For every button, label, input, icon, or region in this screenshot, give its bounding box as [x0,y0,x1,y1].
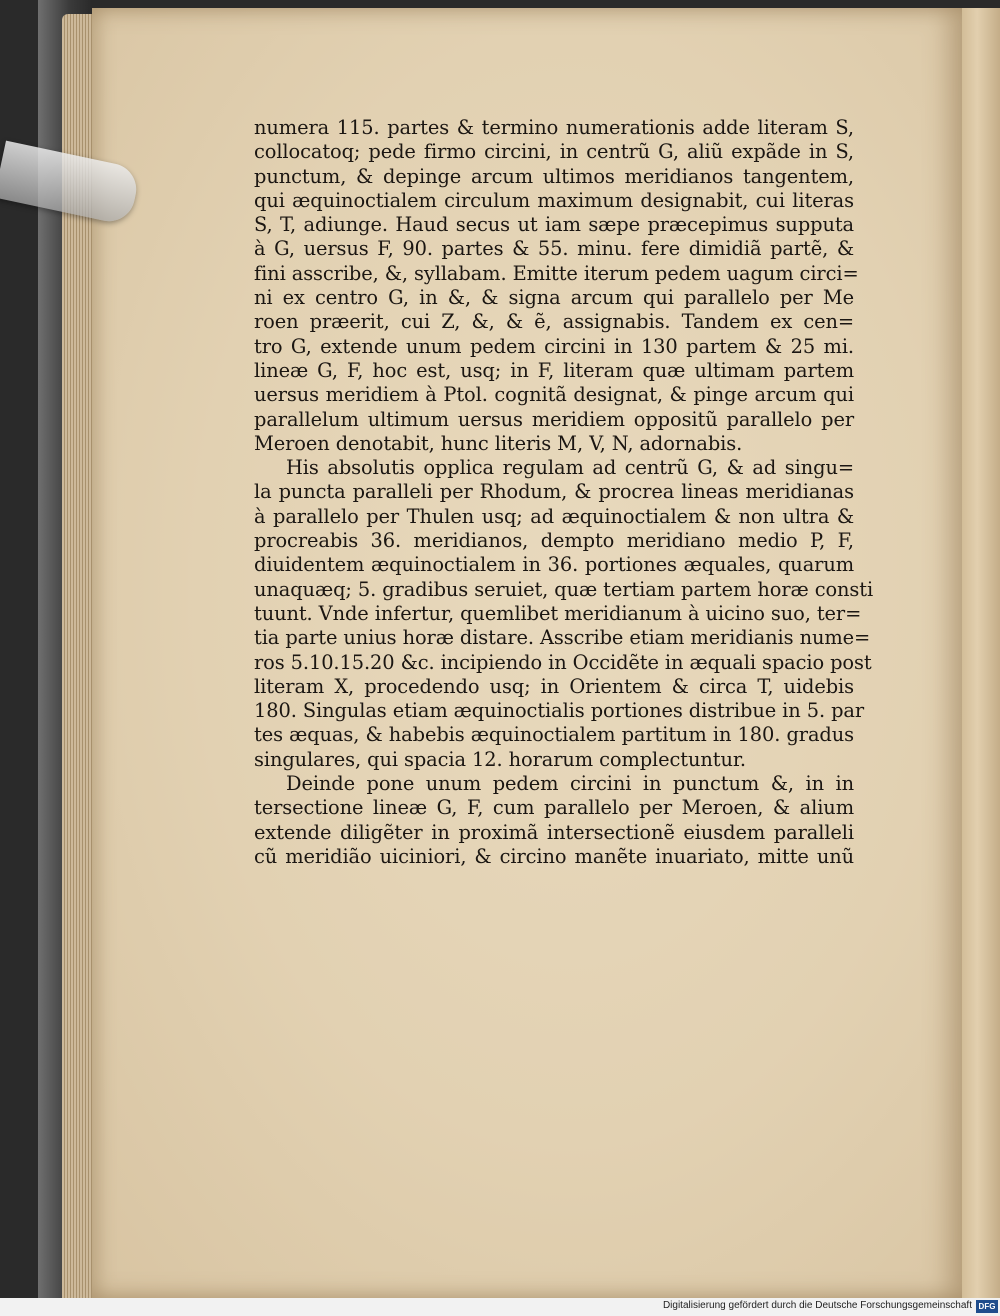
text-line: ros 5.10.15.20 &c. incipiendo in Occidẽte in æquali spacio post [254,650,872,674]
text-line: à parallelo per Thulen usq; ad æquinoctialem & non ultra & [254,504,854,528]
text-line: la puncta paralleli per Rhodum, & procrea lineas meridianas [254,480,854,504]
text-line: His absolutis opplica regulam ad centrũ G, & ad singu= [286,456,854,480]
text-line: ni ex centro G, in &, & signa arcum qui parallelo per Me [254,286,854,310]
text-line: tersectione lineæ G, F, cum parallelo per Meroen, & alium [254,796,854,820]
text-line: Deinde pone unum pedem circini in punctum &, in in [286,772,854,796]
dfg-logo: DFG [976,1300,998,1313]
text-line: tes æquas, & habebis æquinoctialem partitum in 180. gradus [254,723,854,747]
text-line: à G, uersus F, 90. partes & 55. minu. fere dimidiã partẽ, & [254,237,854,261]
page-text [254,116,874,869]
text-line: Meroen denotabit, hunc literis M, V, N, adornabis. [254,431,743,455]
text-line: punctum, & depinge arcum ultimos meridianos tangentem, [254,164,854,188]
text-line: uersus meridiem à Ptol. cognitã designat, & pinge arcum qui [254,383,854,407]
text-line: singulares, qui spacia 12. horarum complectuntur. [254,747,746,771]
text-line: tia parte unius horæ distare. Asscribe etiam meridianis nume= [254,626,871,650]
text-line: fini asscribe, &, syllabam. Emitte iterum pedem uagum circi= [254,261,859,285]
text-line: qui æquinoctialem circulum maximum designabit, cui literas [254,188,854,212]
text-line: roen præerit, cui Z, &, & ẽ, assignabis. Tandem ex cen= [254,310,854,334]
text-line: cũ meridião uiciniori, & circino manẽte inuariato, mitte unũ [254,844,854,868]
right-page-edge [962,8,1000,1298]
text-line: tro G, extende unum pedem circini in 130 partem & 25 mi. [254,334,854,358]
text-line: 180. Singulas etiam æquinoctialis portiones distribue in 5. par [254,699,865,723]
text-line: tuunt. Vnde infertur, quemlibet meridianum à uicino suo, ter= [254,601,862,625]
text-line: collocatoq; pede firmo circini, in centrũ G, aliũ expãde in S, [254,140,854,164]
text-line: lineæ G, F, hoc est, usq; in F, literam quæ ultimam partem [254,358,854,382]
text-line: extende diligẽter in proximã intersectionẽ eiusdem paralleli [254,820,854,844]
text-line: unaquæq; 5. gradibus seruiet, quæ tertiam partem horæ consti [254,577,874,601]
digitization-credit: Digitalisierung gefördert durch die Deutsche Forschungsgemeinschaft [662,1300,972,1311]
text-line: numera 115. partes & termino numerationis adde literam S, [254,116,854,139]
text-line: diuidentem æquinoctialem in 36. portiones æquales, quarum [254,553,854,577]
text-line: S, T, adiunge. Haud secus ut iam sæpe præcepimus supputa [254,213,854,237]
text-line: procreabis 36. meridianos, dempto meridiano medio P, F, [254,529,854,553]
text-line: literam X, procedendo usq; in Orientem & circa T, uidebis [254,674,854,698]
text-line: parallelum ultimum uersus meridiem oppositũ parallelo per [254,407,854,431]
